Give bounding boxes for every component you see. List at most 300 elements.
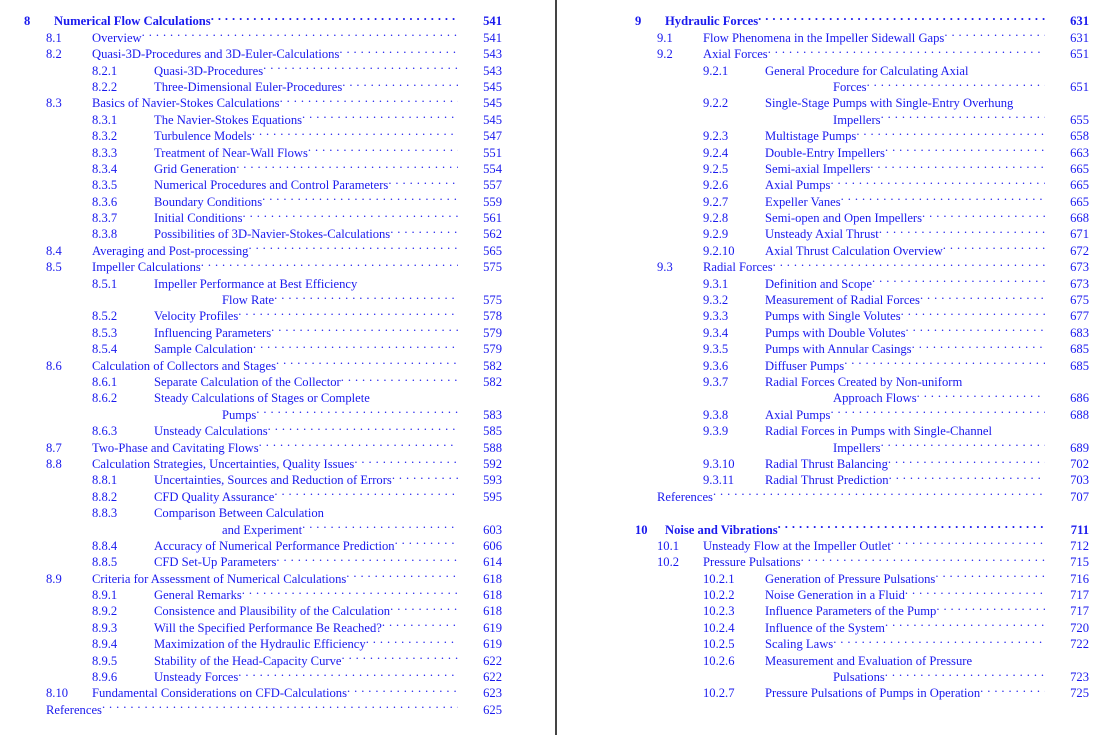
toc-page-number[interactable]: 707 [1070,489,1089,504]
toc-page-number[interactable]: 631 [1070,14,1089,29]
toc-page-number[interactable]: 541 [483,14,502,29]
toc-dot-leader [773,255,1045,271]
toc-page-number[interactable]: 622 [483,670,502,685]
toc-entry-number: 10.2.3 [703,604,735,619]
toc-entry-number: 8.8.3 [92,506,118,521]
toc-entry-number: 8.10 [46,686,69,701]
toc-dot-leader [992,419,1045,435]
toc-entry-number: 10.2.4 [703,620,735,635]
toc-entry-number: 8.3.7 [92,211,118,226]
toc-entry-title[interactable]: Scaling Laws [765,637,834,652]
toc-entry-title[interactable]: The Navier-Stokes Equations [154,112,303,127]
toc-dot-leader [936,599,1045,615]
toc-page-number[interactable]: 665 [1070,194,1089,209]
toc-entry-title[interactable]: Numerical Procedures and Control Parameters [154,178,389,193]
toc-entry-title[interactable]: Forces [833,79,867,94]
toc-dot-leader [841,189,1045,205]
toc-dot-leader [888,452,1045,468]
toc-entry-title[interactable]: Criteria for Assessment of Numerical Calculations [92,571,347,586]
toc-entry-number: 8.2.2 [92,79,118,94]
toc-dot-leader [242,583,458,599]
toc-entry-number: 9.3.10 [703,456,735,471]
toc-page-number[interactable]: 665 [1070,161,1089,176]
toc-page-number[interactable]: 575 [483,293,502,308]
toc-dot-leader [102,697,458,713]
toc-entry-title[interactable]: Separate Calculation of the Collector [154,374,341,389]
toc-entry-title[interactable]: Influence of the System [765,620,885,635]
toc-page-number[interactable]: 618 [483,588,502,603]
toc-entry-number: 8.9.2 [92,604,118,619]
toc-page-number[interactable]: 715 [1070,555,1089,570]
toc-entry-title[interactable]: Unsteady Forces [154,670,239,685]
toc-entry-number: 8.6.2 [92,391,118,406]
toc-entry-number: 8.9.4 [92,637,118,652]
toc-page-number[interactable]: 592 [483,456,502,471]
toc-entry-number: 8.1 [46,30,62,45]
toc-dot-leader [833,632,1045,648]
toc-entry-title[interactable]: Flow Rate [222,293,275,308]
toc-dot-leader [243,206,458,222]
toc-entry-number: 9.2.9 [703,227,729,242]
toc-page-number[interactable]: 565 [483,243,502,258]
toc-page-number[interactable]: 541 [483,30,502,45]
toc-dot-leader [302,107,458,123]
toc-entry-title[interactable]: Quasi-3D-Procedures and 3D-Euler-Calculations [92,47,340,62]
toc-page-number[interactable]: 622 [483,653,502,668]
toc-entry-number: 8.5 [46,260,62,275]
toc-page-number[interactable]: 578 [483,309,502,324]
toc-entry[interactable] [635,124,1114,144]
toc-page-number[interactable]: 575 [483,260,502,275]
toc-entry-title[interactable]: References [46,702,102,717]
toc-entry-title[interactable]: Steady Calculations of Stages or Complete [154,391,370,406]
toc-entry-title[interactable]: Semi-axial Impellers [765,161,871,176]
toc-entry-number: 8.3.4 [92,161,118,176]
toc-page-number[interactable]: 545 [483,96,502,111]
toc-entry-title[interactable]: Axial Pumps [765,407,831,422]
toc-entry-title[interactable]: Axial Thrust Calculation Overview [765,243,943,258]
toc-entry-number: 9.2.3 [703,129,729,144]
toc-dot-leader [236,157,458,173]
toc-dot-leader [390,599,458,615]
toc-entry-number: 8.8.5 [92,555,118,570]
toc-entry-number: 8.6 [46,358,62,373]
toc-page-number[interactable]: 593 [483,473,502,488]
toc-entry-number: 9.3.1 [703,276,729,291]
toc-entry-number: 8.8.2 [92,489,118,504]
toc-entry-title[interactable]: Noise Generation in a Fluid [765,588,905,603]
toc-entry-title[interactable]: Calculation of Collectors and Stages [92,358,276,373]
toc-entry-title[interactable]: Quasi-3D-Procedures [154,63,264,78]
toc-entry-number: 8.2 [46,47,62,62]
toc-dot-leader [906,320,1045,336]
toc-entry-number: 10.2.2 [703,588,735,603]
toc-page-number[interactable]: 702 [1070,456,1089,471]
toc-entry-number: 10 [635,522,648,537]
toc-page-number[interactable]: 722 [1070,637,1089,652]
toc-entry-number: 8.9.5 [92,653,118,668]
toc-entry-title[interactable]: Impellers [833,112,881,127]
toc-page-number[interactable]: 583 [483,407,502,422]
toc-dot-leader [1013,91,1045,107]
toc-page-number[interactable]: 595 [483,489,502,504]
toc-page-number[interactable]: 703 [1070,473,1089,488]
toc-entry-title[interactable]: Flow Phenomena in the Impeller Sidewall Gaps [703,30,945,45]
toc-dot-leader [324,501,458,517]
toc-page-number[interactable]: 672 [1070,243,1089,258]
toc-dot-leader [342,75,458,91]
toc-dot-leader [382,615,458,631]
toc-dot-leader [856,124,1045,140]
toc-page-number[interactable]: 663 [1070,145,1089,160]
toc-page-number[interactable]: 673 [1070,276,1089,291]
toc-entry-number: 8.8.1 [92,473,118,488]
toc-page-number[interactable]: 619 [483,637,502,652]
toc-entry-title[interactable]: Three-Dimensional Euler-Procedures [154,79,343,94]
toc-page-number[interactable]: 557 [483,178,502,193]
toc-page-number[interactable]: 554 [483,161,502,176]
toc-dot-leader [308,140,458,156]
toc-entry-number: 10.2.5 [703,637,735,652]
toc-dot-leader [922,206,1045,222]
toc-entry-number: 8.3.6 [92,194,118,209]
toc-page-number[interactable]: 547 [483,129,502,144]
toc-entry-title[interactable]: Expeller Vanes [765,194,841,209]
toc-page-number[interactable]: 725 [1070,686,1089,701]
toc-column-left [0,0,520,717]
toc-entry-title[interactable]: Impeller Calculations [92,260,201,275]
toc-entry-title[interactable]: Unsteady Calculations [154,424,268,439]
toc-page-number[interactable]: 625 [483,702,502,717]
toc-dot-leader [801,550,1045,566]
toc-entry-title[interactable]: Hydraulic Forces [665,14,759,29]
toc-dot-leader [962,370,1045,386]
toc-page-number[interactable]: 688 [1070,407,1089,422]
toc-dot-leader [905,583,1045,599]
toc-page-number[interactable]: 631 [1070,30,1089,45]
toc-entry-title[interactable]: Pumps [222,407,257,422]
toc-entry[interactable] [24,419,520,439]
toc-entry-title[interactable]: Basics of Navier-Stokes Calculations [92,96,280,111]
toc-entry-title[interactable]: Double-Entry Impellers [765,145,885,160]
toc-page-number[interactable]: 551 [483,145,502,160]
toc-page-number[interactable]: 585 [483,424,502,439]
toc-entry-number: 8.5.2 [92,309,118,324]
toc-dot-leader [142,25,458,41]
toc-entry-number: 9.3.6 [703,358,729,373]
toc-dot-leader [758,9,1045,25]
toc-page-number[interactable]: 623 [483,686,502,701]
toc-entry-number: 8.3.5 [92,178,118,193]
toc-entry[interactable] [24,9,520,29]
toc-entry-title[interactable]: Axial Pumps [765,178,831,193]
toc-entry-title[interactable]: Measurement of Radial Forces [765,293,920,308]
toc-entry-title[interactable]: Fundamental Considerations on CFD-Calculations [92,686,347,701]
toc-entry-number: 8.7 [46,440,62,455]
toc-entry-title[interactable]: Generation of Pressure Pulsations [765,571,936,586]
toc-entry-title[interactable]: Pulsations [833,670,885,685]
toc-entry-number: 10.2 [657,555,680,570]
toc-entry-number: 8.3.1 [92,112,118,127]
toc-dot-leader [390,222,458,238]
toc-dot-leader [917,386,1045,402]
toc-page-number[interactable]: 588 [483,440,502,455]
toc-dot-leader [870,157,1045,173]
toc-entry-number: 10.1 [657,538,680,553]
toc-page-number[interactable]: 543 [483,47,502,62]
toc-dot-leader [388,173,458,189]
toc-page-number[interactable]: 614 [483,555,502,570]
toc-dot-leader [366,632,458,648]
toc-page-number[interactable]: 582 [483,374,502,389]
toc-entry-number: 8.3.2 [92,129,118,144]
toc-dot-leader [881,435,1045,451]
toc-entry-number: 8.9.6 [92,670,118,685]
toc-page-number[interactable]: 717 [1070,588,1089,603]
toc-entry-number: 9 [635,14,642,29]
toc-dot-leader [263,58,458,74]
toc-entry-title[interactable]: Grid Generation [154,161,237,176]
toc-dot-leader [885,615,1045,631]
toc-entry-title[interactable]: Multistage Pumps [765,129,857,144]
toc-entry-title[interactable]: Initial Conditions [154,211,243,226]
toc-page-number[interactable]: 561 [483,211,502,226]
toc-page-number[interactable]: 545 [483,112,502,127]
toc-dot-leader [912,337,1045,353]
toc-page-number[interactable]: 658 [1070,129,1089,144]
toc-entry-title[interactable]: Impeller Performance at Best Efficiency [154,276,358,291]
toc-entry-number: 9.3 [657,260,673,275]
toc-page-number[interactable]: 579 [483,342,502,357]
toc-dot-leader [370,386,458,402]
toc-page-number[interactable]: 675 [1070,293,1089,308]
toc-entry-title[interactable]: Averaging and Post-processing [92,243,249,258]
toc-dot-leader [392,468,458,484]
toc-entry-title[interactable]: Pumps with Annular Casings [765,342,912,357]
toc-dot-leader [339,42,458,58]
toc-dot-leader [280,91,458,107]
toc-page-number[interactable]: 716 [1070,571,1089,586]
toc-page-number[interactable]: 582 [483,358,502,373]
toc-entry-number: 8.6.1 [92,374,118,389]
toc-entry-title[interactable]: Definition and Scope [765,276,873,291]
toc-page-number[interactable]: 671 [1070,227,1089,242]
toc-entry-title[interactable]: Unsteady Flow at the Impeller Outlet [703,538,891,553]
toc-entry-title[interactable]: References [657,489,713,504]
toc-dot-leader [891,534,1045,550]
toc-page-number[interactable]: 562 [483,227,502,242]
toc-page-number[interactable]: 686 [1070,391,1089,406]
toc-entry-title[interactable]: Consistence and Plausibility of the Calculation [154,604,391,619]
toc-dot-leader [969,58,1045,74]
toc-entry-title[interactable]: Pumps with Double Volutes [765,325,906,340]
toc-dot-leader [357,271,458,287]
toc-entry-number: 8.5.1 [92,276,118,291]
toc-entry-title[interactable]: Measurement and Evaluation of Pressure [765,653,973,668]
toc-entry-title[interactable]: General Procedure for Calculating Axial [765,63,969,78]
toc-dot-leader [972,648,1045,664]
toc-column-right [575,0,1114,701]
toc-page-number[interactable]: 559 [483,194,502,209]
toc-entry-number: 9.3.8 [703,407,729,422]
toc-entry[interactable] [635,9,1114,29]
toc-page-number[interactable]: 685 [1070,358,1089,373]
toc-entry-title[interactable]: Turbulence Models [154,129,252,144]
toc-dot-leader [256,402,458,418]
toc-entry-title[interactable]: Axial Forces [703,47,768,62]
toc-page-number[interactable]: 677 [1070,309,1089,324]
toc-entry-title[interactable]: Velocity Profiles [154,309,239,324]
toc-page-number[interactable]: 606 [483,538,502,553]
toc-dot-leader [713,484,1045,500]
toc-entry-number: 9.2.4 [703,145,729,160]
toc-entry-title[interactable]: Noise and Vibrations [665,522,778,537]
toc-dot-leader [252,124,458,140]
toc-entry-title[interactable]: Numerical Flow Calculations [54,14,211,29]
toc-dot-leader [238,665,458,681]
toc-dot-leader [943,238,1045,254]
toc-dot-leader [253,337,458,353]
toc-page-number[interactable]: 668 [1070,211,1089,226]
toc-page-number[interactable]: 545 [483,79,502,94]
toc-page-number[interactable]: 651 [1070,79,1089,94]
toc-entry-title[interactable]: Influence Parameters of the Pump [765,604,937,619]
toc-dot-leader [211,9,458,25]
toc-dot-leader [276,550,458,566]
toc-entry-title[interactable]: Possibilities of 3D-Navier-Stokes-Calculations [154,227,391,242]
toc-page-number[interactable]: 579 [483,325,502,340]
toc-dot-leader [262,189,458,205]
toc-dot-leader [274,484,458,500]
toc-entry-title[interactable]: Comparison Between Calculation [154,506,324,521]
toc-entry[interactable] [635,402,1114,422]
toc-entry-title[interactable]: CFD Set-Up Parameters [154,555,277,570]
toc-entry-number: 9.2.1 [703,63,729,78]
toc-entry-title[interactable]: Sample Calculation [154,342,253,357]
toc-dot-leader [879,222,1045,238]
toc-dot-leader [347,681,458,697]
toc-entry-number: 9.3.11 [703,473,735,488]
toc-dot-leader [238,304,458,320]
toc-dot-leader [302,517,458,533]
toc-entry-number: 9.3.4 [703,325,729,340]
toc-dot-leader [268,419,458,435]
toc-page-number[interactable]: 717 [1070,604,1089,619]
toc-entry-title[interactable]: Unsteady Axial Thrust [765,227,879,242]
toc-entry-number: 8.8 [46,456,62,471]
toc-page-number[interactable]: 711 [1070,522,1089,537]
toc-entry-title[interactable]: Pumps with Single Volutes [765,309,901,324]
toc-page-number[interactable]: 618 [483,604,502,619]
toc-dot-leader [830,173,1045,189]
toc-entry-number: 8.5.3 [92,325,118,340]
toc-entry-title[interactable]: Treatment of Near-Wall Flows [154,145,308,160]
toc-entry-title[interactable]: Boundary Conditions [154,194,263,209]
toc-entry-title[interactable]: CFD Quality Assurance [154,489,275,504]
toc-page-number[interactable]: 673 [1070,260,1089,275]
toc-page-number[interactable]: 651 [1070,47,1089,62]
toc-dot-leader [885,140,1045,156]
toc-entry-title[interactable]: Radial Thrust Balancing [765,456,888,471]
toc-page-number[interactable]: 683 [1070,325,1089,340]
toc-page-number[interactable]: 618 [483,571,502,586]
toc-entry[interactable] [635,91,1114,111]
toc-entry-title[interactable]: Overview [92,30,142,45]
toc-entry-title[interactable]: Uncertainties, Sources and Reduction of Errors [154,473,392,488]
toc-entry-title[interactable]: Maximization of the Hydraulic Efficiency [154,637,366,652]
toc-dot-leader [201,255,458,271]
toc-dot-leader [844,353,1045,369]
toc-page-number[interactable]: 619 [483,620,502,635]
toc-dot-leader [885,665,1045,681]
toc-entry-title[interactable]: Single-Stage Pumps with Single-Entry Overhung [765,96,1014,111]
toc-dot-leader [778,517,1045,533]
toc-entry-title[interactable]: Radial Thrust Prediction [765,473,889,488]
toc-dot-leader [346,566,458,582]
toc-page-number[interactable]: 720 [1070,620,1089,635]
toc-entry-number: 9.3.7 [703,374,729,389]
toc-entry-title[interactable]: Pressure Pulsations [703,555,801,570]
toc-entry-number: 8.9.1 [92,588,118,603]
toc-page-number[interactable]: 655 [1070,112,1089,127]
toc-page-number[interactable]: 712 [1070,538,1089,553]
toc-entry-title[interactable]: and Experiment [222,522,303,537]
toc-dot-leader [271,320,458,336]
toc-entry-title[interactable]: Radial Forces Created by Non-uniform [765,374,963,389]
toc-entry-title[interactable]: Radial Forces in Pumps with Single-Channel [765,424,993,439]
toc-page-number[interactable]: 723 [1070,670,1089,685]
toc-entry-title[interactable]: Stability of the Head-Capacity Curve [154,653,342,668]
toc-entry-number: 8.3.8 [92,227,118,242]
toc-entry-title[interactable]: Two-Phase and Cavitating Flows [92,440,259,455]
toc-page-number[interactable]: 685 [1070,342,1089,357]
toc-page-number[interactable]: 543 [483,63,502,78]
toc-entry-number: 9.3.2 [703,293,729,308]
toc-entry-title[interactable]: Semi-open and Open Impellers [765,211,923,226]
toc-entry-number: 8.6.3 [92,424,118,439]
toc-entry-number: 10.2.6 [703,653,735,668]
toc-dot-leader [276,353,458,369]
toc-entry-title[interactable]: Impellers [833,440,881,455]
toc-entry-number: 9.2 [657,47,673,62]
toc-page-number[interactable]: 665 [1070,178,1089,193]
toc-entry-number: 9.2.10 [703,243,735,258]
toc-entry[interactable] [635,517,1114,537]
toc-entry-number: 8.9 [46,571,62,586]
toc-entry-title[interactable]: General Remarks [154,588,242,603]
toc-entry-title[interactable]: Radial Forces [703,260,773,275]
toc-entry-number: 10.2.7 [703,686,735,701]
toc-page-number[interactable]: 603 [483,522,502,537]
toc-entry-title[interactable]: Accuracy of Numerical Performance Prediction [154,538,395,553]
toc-entry-title[interactable]: Diffuser Pumps [765,358,845,373]
toc-entry-title[interactable]: Will the Specified Performance Be Reached? [154,620,382,635]
toc-page-number[interactable]: 689 [1070,440,1089,455]
toc-entry-title[interactable]: Pressure Pulsations of Pumps in Operation [765,686,981,701]
toc-entry-title[interactable]: Approach Flows [833,391,917,406]
toc-entry[interactable] [24,304,520,324]
toc-dot-leader [901,304,1045,320]
toc-entry-number: 8.4 [46,243,62,258]
toc-entry-title[interactable]: Calculation Strategies, Uncertainties, Quality Issues [92,456,355,471]
toc-dot-leader [259,435,458,451]
toc-entry-title[interactable]: Influencing Parameters [154,325,272,340]
toc-dot-leader [889,468,1045,484]
toc-entry-number: 9.2.5 [703,161,729,176]
toc-dot-leader [980,681,1045,697]
toc-entry-number: 9.2.8 [703,211,729,226]
toc-dot-leader [881,107,1045,123]
